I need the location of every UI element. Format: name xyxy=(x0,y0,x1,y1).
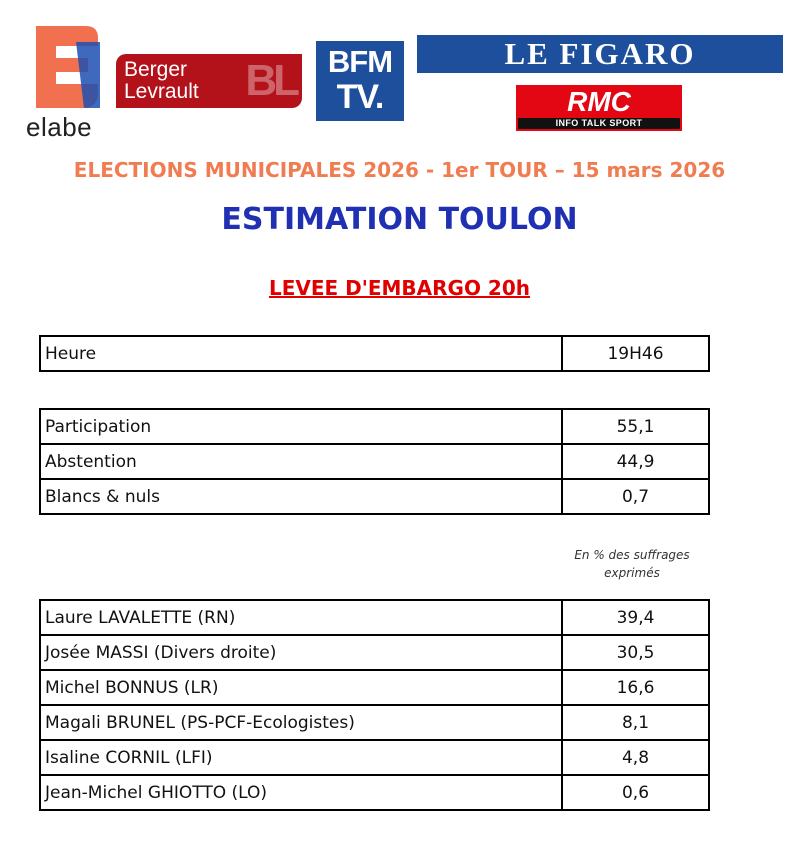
estimation-title: ESTIMATION TOULON xyxy=(221,202,578,237)
note-line2: exprimés xyxy=(604,566,660,580)
le-figaro-logo xyxy=(417,35,783,73)
rmc-wordmark: RMC xyxy=(567,86,631,117)
candidate-score: 4,8 xyxy=(562,740,709,775)
table-row xyxy=(40,444,709,479)
candidate-name: Magali BRUNEL (PS-PCF-Ecologistes) xyxy=(40,705,562,740)
rmc-logo xyxy=(516,85,682,131)
elabe-wordmark: elabe xyxy=(26,112,93,142)
time-table xyxy=(39,335,710,372)
table-row xyxy=(40,775,709,810)
table-row xyxy=(40,336,709,371)
bl-line1: Berger xyxy=(124,58,188,81)
bl-line2: Levrault xyxy=(124,80,199,103)
participation-table xyxy=(39,408,710,515)
row-label: Blancs & nuls xyxy=(40,479,562,514)
candidate-score: 0,6 xyxy=(562,775,709,810)
candidate-name: Michel BONNUS (LR) xyxy=(40,670,562,705)
table-row xyxy=(40,740,709,775)
berger-levrault-logo xyxy=(116,54,302,108)
row-value: 0,7 xyxy=(562,479,709,514)
table-row xyxy=(40,635,709,670)
candidates-table xyxy=(39,599,710,811)
candidate-score: 39,4 xyxy=(562,600,709,635)
table-row xyxy=(40,479,709,514)
election-title: ELECTIONS MUNICIPALES 2026 - 1er TOUR – 15 mars 2026 xyxy=(73,158,726,182)
table-row xyxy=(40,705,709,740)
candidate-name: Jean-Michel GHIOTTO (LO) xyxy=(40,775,562,810)
elabe-logo xyxy=(26,22,102,142)
bfm-tv-logo xyxy=(316,41,404,121)
time-label: Heure xyxy=(40,336,562,371)
elabe-e-icon xyxy=(26,22,102,112)
bfm-line2: TV. xyxy=(336,78,384,116)
embargo-notice: LEVEE D'EMBARGO 20h xyxy=(268,276,531,300)
rmc-tagline: INFO TALK SPORT xyxy=(518,118,680,129)
candidate-score: 8,1 xyxy=(562,705,709,740)
candidate-score: 30,5 xyxy=(562,635,709,670)
time-value: 19H46 xyxy=(562,336,709,371)
row-label: Participation xyxy=(40,409,562,444)
candidate-name: Josée MASSI (Divers droite) xyxy=(40,635,562,670)
row-value: 44,9 xyxy=(562,444,709,479)
candidate-name: Laure LAVALETTE (RN) xyxy=(40,600,562,635)
candidate-name: Isaline CORNIL (LFI) xyxy=(40,740,562,775)
table-row xyxy=(40,409,709,444)
row-label: Abstention xyxy=(40,444,562,479)
table-row xyxy=(40,600,709,635)
candidate-score: 16,6 xyxy=(562,670,709,705)
bl-monogram: BL xyxy=(245,56,296,105)
bfm-line1: BFM xyxy=(327,44,393,79)
row-value: 55,1 xyxy=(562,409,709,444)
votes-note xyxy=(558,546,706,582)
figaro-wordmark: LE FIGARO xyxy=(504,36,696,71)
table-row xyxy=(40,670,709,705)
bl-wordmark xyxy=(124,59,199,103)
note-line1: En % des suffrages xyxy=(574,548,690,562)
